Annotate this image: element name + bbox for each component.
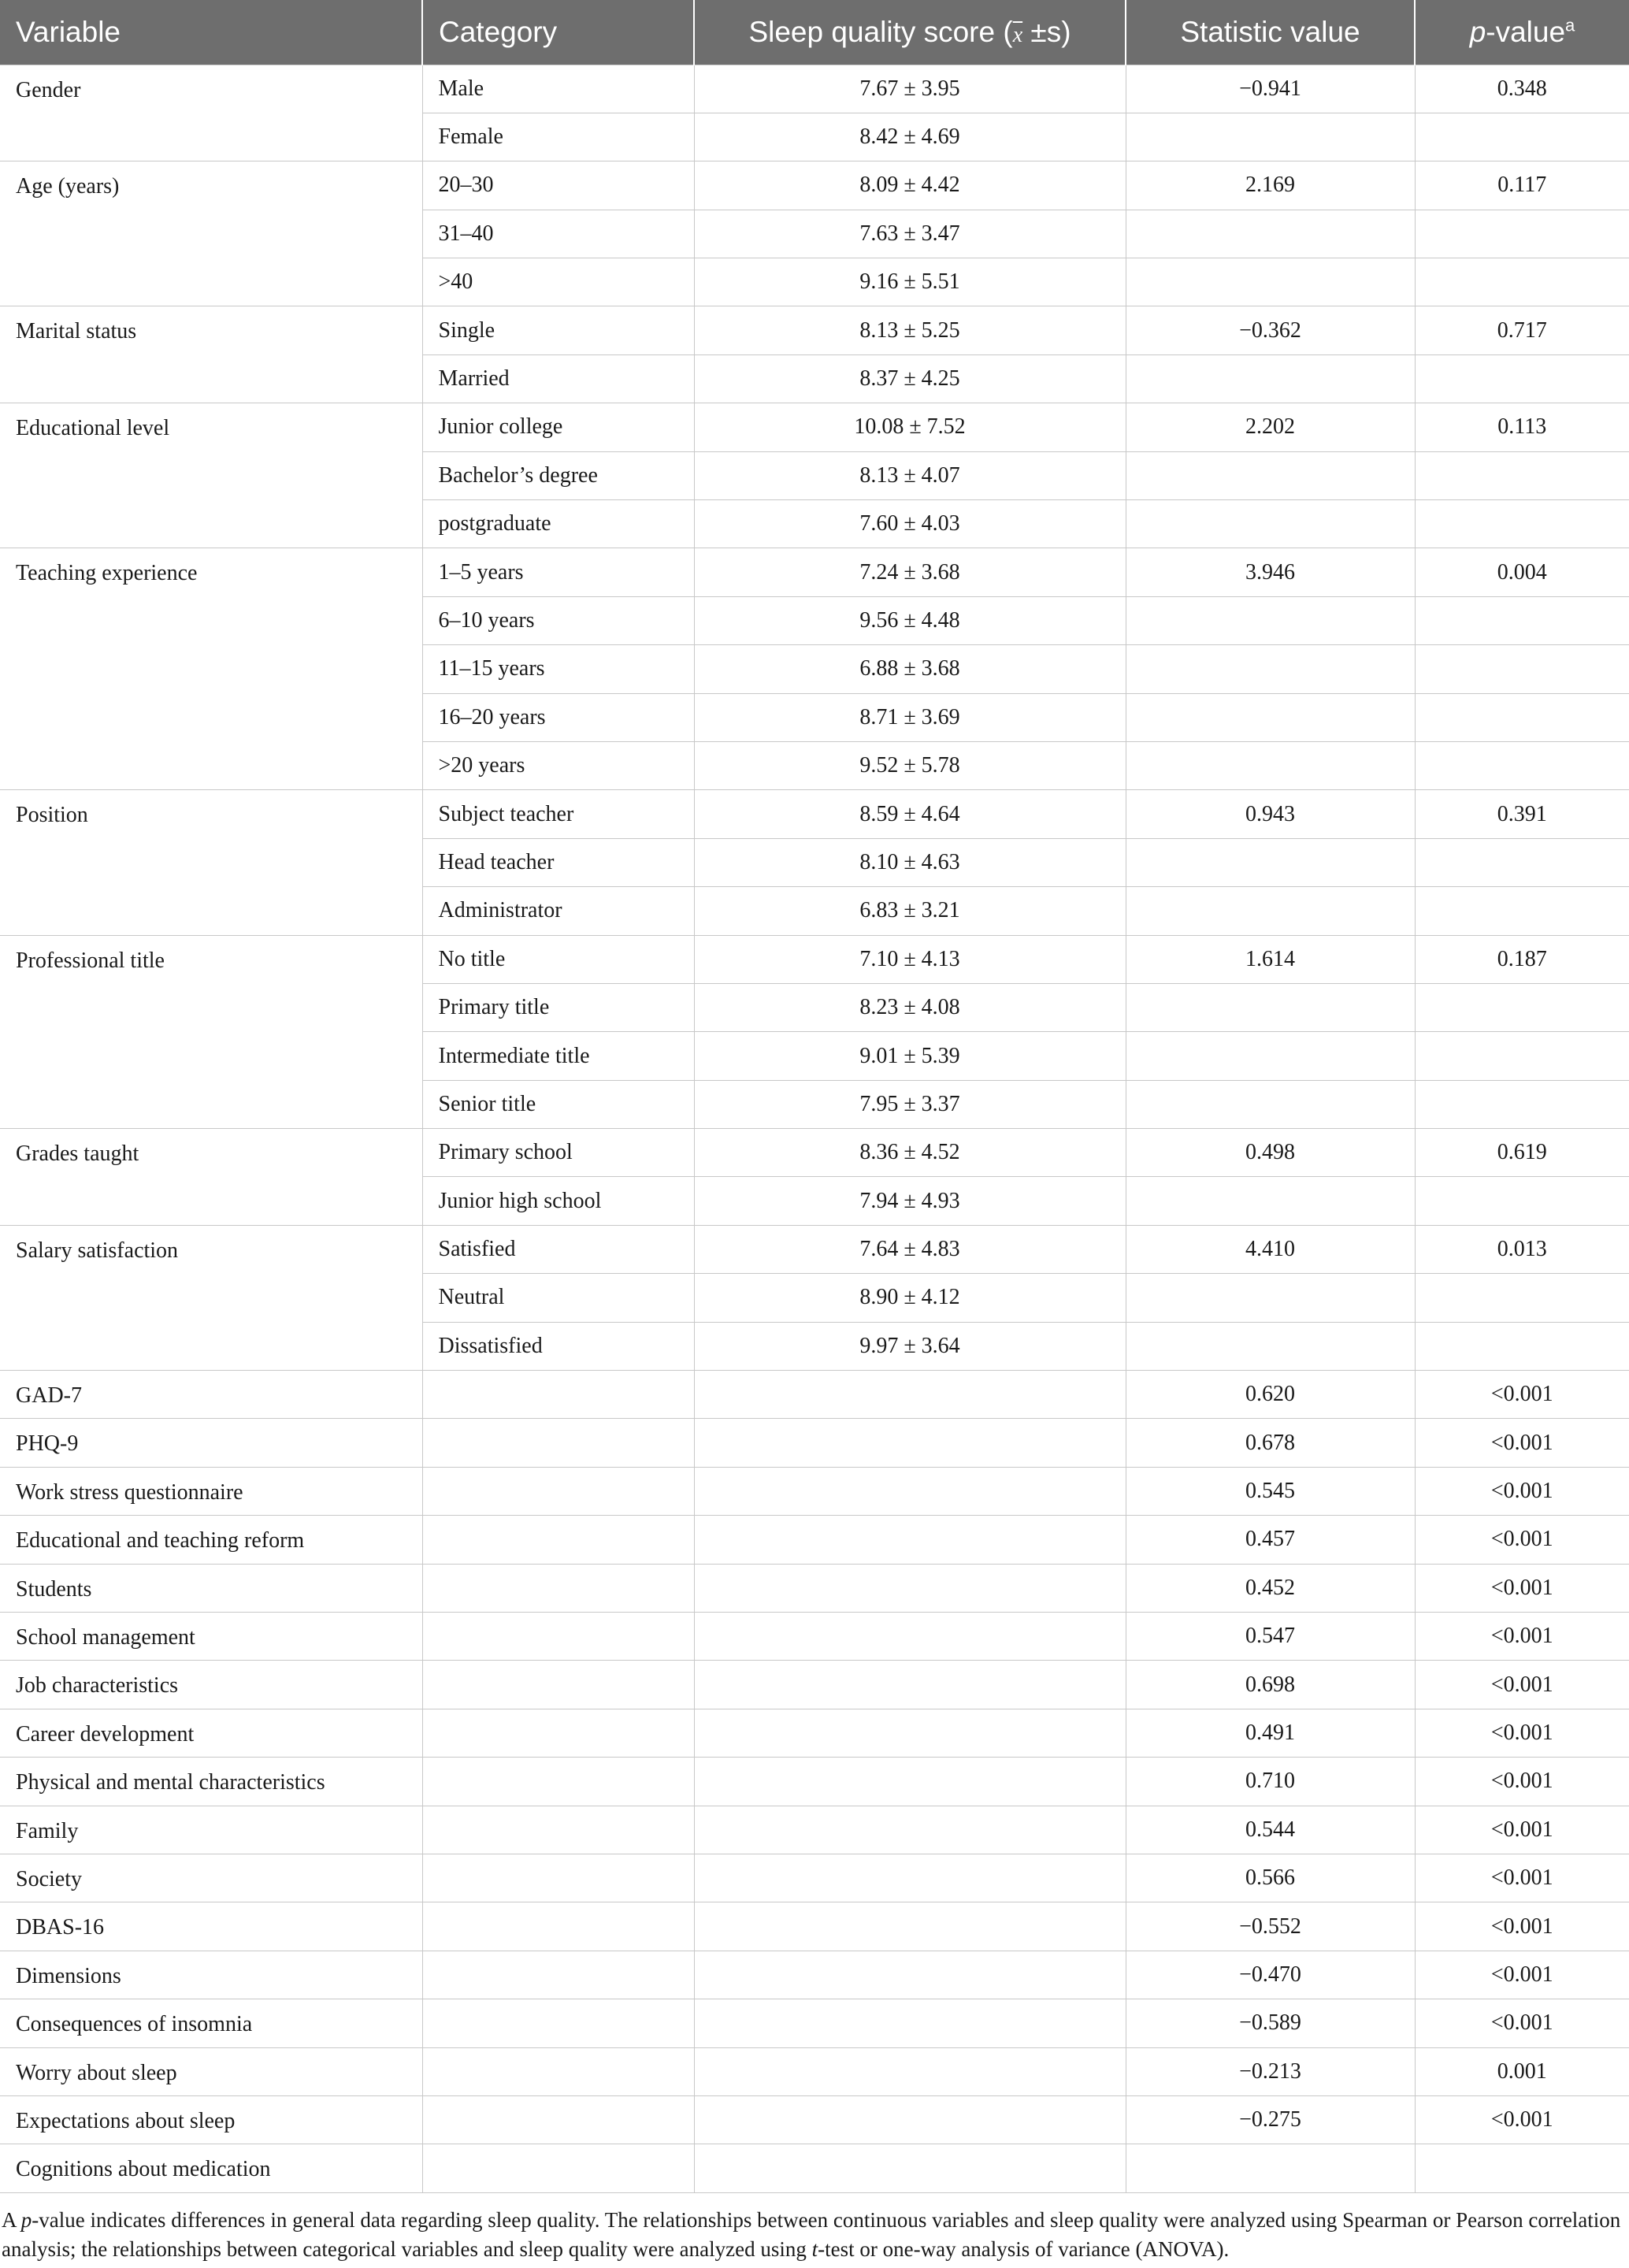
statistic-cell: −0.941 [1126,65,1415,113]
category-cell [422,2095,694,2144]
pvalue-cell: 0.001 [1415,2047,1629,2095]
score-cell: 7.60 ± 4.03 [694,500,1126,548]
table-row [0,935,1629,983]
variable-cell: Dimensions [0,1951,422,1999]
statistic-cell: 2.169 [1126,161,1415,210]
category-cell: Subject teacher [422,790,694,838]
score-cell: 6.83 ± 3.21 [694,887,1126,935]
score-cell: 7.94 ± 4.93 [694,1177,1126,1225]
category-cell: postgraduate [422,500,694,548]
table-row [0,1129,1629,1177]
statistic-cell [1126,451,1415,499]
pvalue-cell [1415,838,1629,886]
pvalue-cell [1415,1322,1629,1370]
variable-cell: Position [0,790,422,935]
category-cell [422,1419,694,1467]
variable-cell: Physical and mental characteristics [0,1758,422,1806]
statistic-cell: −0.589 [1126,1999,1415,2047]
table-row [0,1758,1629,1806]
score-cell: 9.16 ± 5.51 [694,258,1126,306]
category-cell: >40 [422,258,694,306]
header-pvalue-p: p [1469,15,1486,48]
variable-cell: DBAS-16 [0,1902,422,1951]
score-cell: 8.37 ± 4.25 [694,354,1126,403]
statistic-cell [1126,258,1415,306]
statistic-cell: −0.552 [1126,1902,1415,1951]
footnote-lead: A [2,2207,21,2232]
category-cell [422,1854,694,1902]
table-row [0,2095,1629,2144]
pvalue-cell [1415,1177,1629,1225]
variable-cell: Gender [0,65,422,161]
pvalue-cell: 0.348 [1415,65,1629,113]
category-cell: Junior college [422,403,694,451]
pvalue-cell [1415,1080,1629,1128]
category-cell [422,1758,694,1806]
table-row [0,1806,1629,1854]
score-cell [694,1951,1126,1999]
score-cell: 9.52 ± 5.78 [694,741,1126,789]
score-cell [694,1371,1126,1419]
category-cell [422,1564,694,1612]
score-cell [694,1467,1126,1515]
statistic-cell: 0.698 [1126,1661,1415,1709]
category-cell: 31–40 [422,210,694,258]
statistic-cell [1126,741,1415,789]
category-cell: Senior title [422,1080,694,1128]
score-cell: 8.71 ± 3.69 [694,693,1126,741]
table-row [0,1661,1629,1709]
table-row [0,1902,1629,1951]
header-row [0,0,1629,65]
statistic-cell [1126,887,1415,935]
header-category: Category [422,0,694,65]
pvalue-cell: <0.001 [1415,1564,1629,1612]
variable-cell: Professional title [0,935,422,1129]
score-cell: 9.97 ± 3.64 [694,1322,1126,1370]
pvalue-cell: <0.001 [1415,2095,1629,2144]
statistic-cell [1126,500,1415,548]
score-cell: 8.90 ± 4.12 [694,1274,1126,1322]
category-cell: Married [422,354,694,403]
pvalue-cell: <0.001 [1415,1999,1629,2047]
table-row [0,1709,1629,1757]
footnote-t: t [811,2236,818,2261]
statistic-cell [1126,1274,1415,1322]
table-row [0,1999,1629,2047]
pvalue-cell [1415,741,1629,789]
header-pvalue [1415,0,1629,65]
table-body [0,65,1629,2192]
score-cell: 6.88 ± 3.68 [694,645,1126,693]
pvalue-cell [1415,1274,1629,1322]
score-cell: 7.24 ± 3.68 [694,548,1126,596]
score-cell [694,1854,1126,1902]
category-cell [422,1709,694,1757]
category-cell: Junior high school [422,1177,694,1225]
category-cell [422,2144,694,2192]
category-cell: 11–15 years [422,645,694,693]
pvalue-cell: <0.001 [1415,1613,1629,1661]
statistic-cell: −0.213 [1126,2047,1415,2095]
table-row [0,65,1629,113]
score-cell: 7.67 ± 3.95 [694,65,1126,113]
statistic-cell: 0.544 [1126,1806,1415,1854]
variable-cell: Students [0,1564,422,1612]
variable-cell: Consequences of insomnia [0,1999,422,2047]
score-cell: 9.01 ± 5.39 [694,1032,1126,1080]
table-row [0,2144,1629,2192]
footnote-tail: -test or one-way analysis of variance (ANOVA). [818,2236,1230,2261]
pvalue-cell [1415,887,1629,935]
statistic-cell: 0.620 [1126,1371,1415,1419]
pvalue-cell: <0.001 [1415,1661,1629,1709]
variable-cell: Educational and teaching reform [0,1516,422,1564]
table-row [0,1371,1629,1419]
category-cell [422,1516,694,1564]
score-cell [694,1661,1126,1709]
header-score [694,0,1126,65]
header-score-suffix: ±s) [1022,15,1071,48]
pvalue-cell: 0.619 [1415,1129,1629,1177]
score-cell [694,1709,1126,1757]
statistic-cell [1126,113,1415,161]
statistic-cell: 0.452 [1126,1564,1415,1612]
pvalue-cell: <0.001 [1415,1951,1629,1999]
pvalue-cell: <0.001 [1415,1854,1629,1902]
table-row [0,1419,1629,1467]
score-cell: 7.64 ± 4.83 [694,1225,1126,1273]
statistic-cell: 0.457 [1126,1516,1415,1564]
pvalue-cell [1415,596,1629,644]
score-cell [694,2095,1126,2144]
category-cell [422,1613,694,1661]
pvalue-cell: <0.001 [1415,1709,1629,1757]
table-header [0,0,1629,65]
variable-cell: GAD-7 [0,1371,422,1419]
statistic-cell: 0.498 [1126,1129,1415,1177]
category-cell: Single [422,306,694,354]
pvalue-cell [1415,113,1629,161]
category-cell: Dissatisfied [422,1322,694,1370]
category-cell: Female [422,113,694,161]
variable-cell: Educational level [0,403,422,548]
score-cell [694,1999,1126,2047]
score-cell: 7.95 ± 3.37 [694,1080,1126,1128]
table-footnote [0,2193,1629,2264]
category-cell: Primary school [422,1129,694,1177]
table-row [0,1613,1629,1661]
score-cell [694,2047,1126,2095]
pvalue-cell: <0.001 [1415,1806,1629,1854]
score-cell: 8.09 ± 4.42 [694,161,1126,210]
statistic-cell: 0.566 [1126,1854,1415,1902]
pvalue-cell: 0.391 [1415,790,1629,838]
pvalue-cell: 0.004 [1415,548,1629,596]
score-cell: 8.13 ± 5.25 [694,306,1126,354]
category-cell: Intermediate title [422,1032,694,1080]
statistic-cell: 0.678 [1126,1419,1415,1467]
score-cell: 7.10 ± 4.13 [694,935,1126,983]
variable-cell: Job characteristics [0,1661,422,1709]
score-cell: 8.10 ± 4.63 [694,838,1126,886]
variable-cell: School management [0,1613,422,1661]
table-row [0,161,1629,210]
statistic-cell [1126,693,1415,741]
score-cell [694,1758,1126,1806]
score-cell: 9.56 ± 4.48 [694,596,1126,644]
variable-cell: Expectations about sleep [0,2095,422,2144]
category-cell: 1–5 years [422,548,694,596]
table-row [0,403,1629,451]
statistic-cell [1126,596,1415,644]
statistic-cell [1126,983,1415,1031]
category-cell: Male [422,65,694,113]
statistic-cell [1126,1032,1415,1080]
category-cell [422,1371,694,1419]
statistic-cell: 0.547 [1126,1613,1415,1661]
statistic-cell [1126,1322,1415,1370]
category-cell: No title [422,935,694,983]
statistic-cell [1126,210,1415,258]
statistic-cell [1126,1080,1415,1128]
score-cell [694,1613,1126,1661]
score-cell: 10.08 ± 7.52 [694,403,1126,451]
header-score-prefix: Sleep quality score ( [748,15,1013,48]
pvalue-cell [1415,693,1629,741]
header-score-xbar: $\overline{x}$ [1012,22,1023,47]
variable-cell: Work stress questionnaire [0,1467,422,1515]
statistic-cell: −0.362 [1126,306,1415,354]
pvalue-cell [1415,1032,1629,1080]
table-row [0,790,1629,838]
pvalue-cell: 0.117 [1415,161,1629,210]
pvalue-cell: 0.717 [1415,306,1629,354]
category-cell: Satisfied [422,1225,694,1273]
variable-cell: Worry about sleep [0,2047,422,2095]
score-cell: 8.36 ± 4.52 [694,1129,1126,1177]
pvalue-cell: <0.001 [1415,1758,1629,1806]
table-row [0,1951,1629,1999]
table-row [0,1225,1629,1273]
statistic-cell [1126,354,1415,403]
pvalue-cell [1415,500,1629,548]
category-cell [422,1467,694,1515]
category-cell: Head teacher [422,838,694,886]
score-cell [694,1516,1126,1564]
score-cell: 7.63 ± 3.47 [694,210,1126,258]
statistic-cell: 0.545 [1126,1467,1415,1515]
pvalue-cell: 0.187 [1415,935,1629,983]
pvalue-cell: <0.001 [1415,1371,1629,1419]
pvalue-cell [1415,451,1629,499]
header-statistic: Statistic value [1126,0,1415,65]
footnote-p: p [20,2207,32,2232]
category-cell [422,2047,694,2095]
statistic-cell: 2.202 [1126,403,1415,451]
variable-cell: Marital status [0,306,422,403]
category-cell [422,1661,694,1709]
score-cell: 8.42 ± 4.69 [694,113,1126,161]
variable-cell: Salary satisfaction [0,1225,422,1370]
variable-cell: Teaching experience [0,548,422,790]
category-cell: >20 years [422,741,694,789]
category-cell [422,1951,694,1999]
table-row [0,1564,1629,1612]
category-cell [422,1999,694,2047]
variable-cell: Age (years) [0,161,422,306]
variable-cell: Family [0,1806,422,1854]
statistic-cell [1126,2144,1415,2192]
score-cell [694,1806,1126,1854]
table-row [0,1516,1629,1564]
header-pvalue-rest: -value [1486,15,1566,48]
statistic-cell [1126,838,1415,886]
table-row [0,548,1629,596]
score-cell [694,1419,1126,1467]
pvalue-cell: <0.001 [1415,1467,1629,1515]
pvalue-cell [1415,210,1629,258]
variable-cell: Cognitions about medication [0,2144,422,2192]
variable-cell: PHQ-9 [0,1419,422,1467]
header-pvalue-sup: a [1565,15,1575,35]
statistic-cell: 0.943 [1126,790,1415,838]
statistic-cell: −0.275 [1126,2095,1415,2144]
category-cell: Neutral [422,1274,694,1322]
table-row [0,2047,1629,2095]
category-cell [422,1806,694,1854]
table-row [0,1854,1629,1902]
pvalue-cell [1415,983,1629,1031]
category-cell [422,1902,694,1951]
statistic-cell [1126,1177,1415,1225]
pvalue-cell: 0.013 [1415,1225,1629,1273]
statistic-cell: 3.946 [1126,548,1415,596]
statistic-cell: 1.614 [1126,935,1415,983]
footnote-mid: -value indicates differences in general data regarding sleep quality. The relationships between continuous variables and sleep quality were analyzed using Spearman or Pearson correlation analysis; the relationships between categorical variables and sleep quality were analyzed using [2,2207,1621,2261]
pvalue-cell [1415,2144,1629,2192]
category-cell: 20–30 [422,161,694,210]
score-cell [694,1564,1126,1612]
pvalue-cell [1415,354,1629,403]
category-cell: Primary title [422,983,694,1031]
header-variable: Variable [0,0,422,65]
statistic-cell: 4.410 [1126,1225,1415,1273]
score-cell [694,2144,1126,2192]
category-cell: Bachelor’s degree [422,451,694,499]
category-cell: 6–10 years [422,596,694,644]
statistic-cell: −0.470 [1126,1951,1415,1999]
statistic-cell: 0.710 [1126,1758,1415,1806]
category-cell: Administrator [422,887,694,935]
variable-cell: Society [0,1854,422,1902]
score-cell: 8.13 ± 4.07 [694,451,1126,499]
pvalue-cell [1415,258,1629,306]
pvalue-cell: <0.001 [1415,1419,1629,1467]
pvalue-cell: <0.001 [1415,1516,1629,1564]
statistic-cell [1126,645,1415,693]
variable-cell: Career development [0,1709,422,1757]
variable-cell: Grades taught [0,1129,422,1226]
statistic-cell: 0.491 [1126,1709,1415,1757]
table-row [0,306,1629,354]
table-row [0,1467,1629,1515]
pvalue-cell: <0.001 [1415,1902,1629,1951]
score-cell [694,1902,1126,1951]
pvalue-cell [1415,645,1629,693]
score-cell: 8.23 ± 4.08 [694,983,1126,1031]
category-cell: 16–20 years [422,693,694,741]
score-cell: 8.59 ± 4.64 [694,790,1126,838]
pvalue-cell: 0.113 [1415,403,1629,451]
